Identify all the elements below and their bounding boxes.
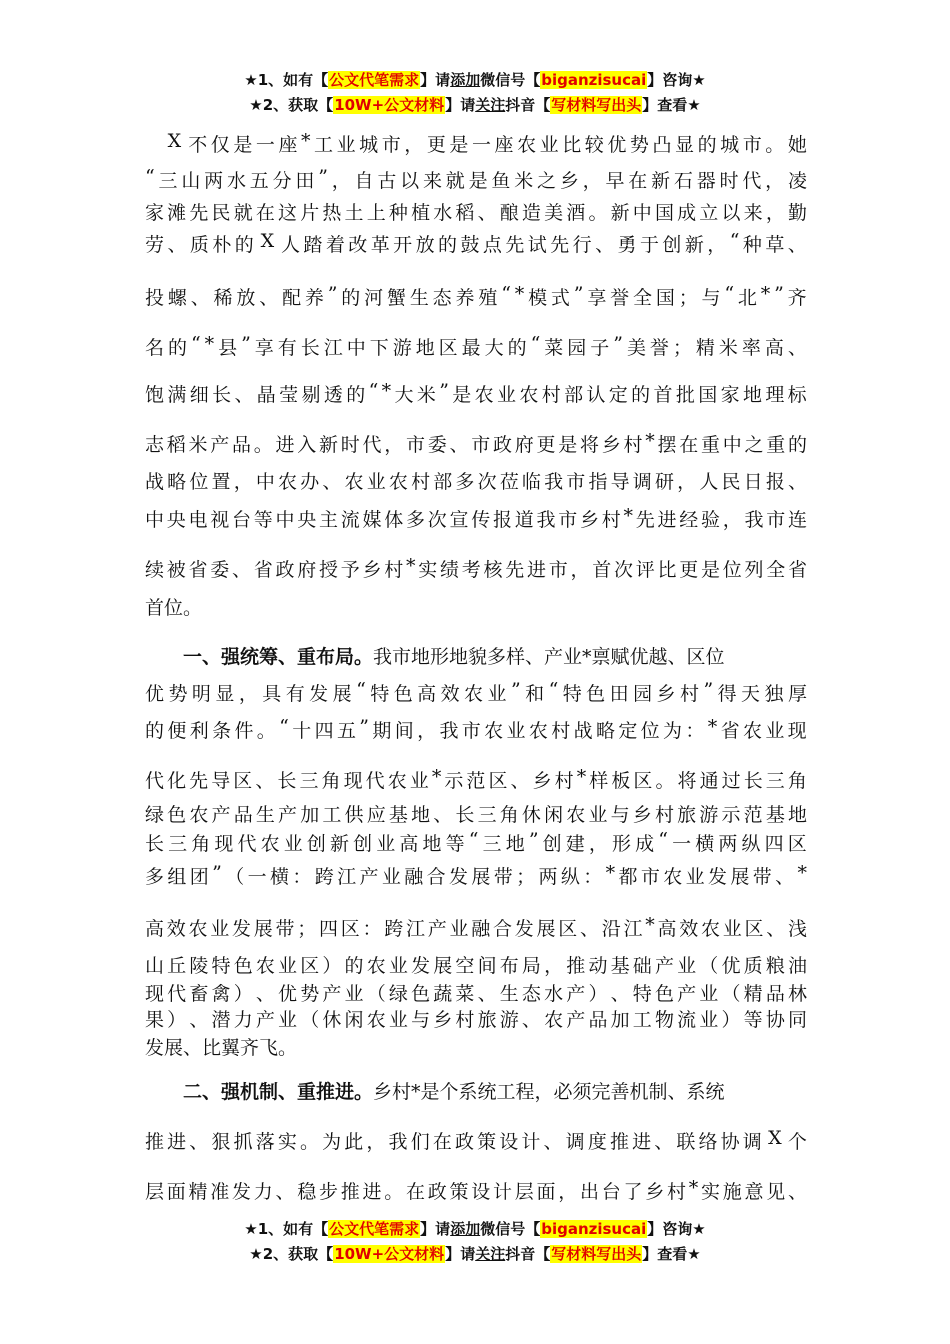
banner-text: 抖音【 [505,96,551,114]
text-line: 志 稻 米 产 品 。 进 入 新 时 代 ， 市 委 、 市 政 府 更 是 将 乡 村 * 摆 在 重 中 之 重 的 [145,430,807,456]
text-line: 发展、比翼齐飞。 [145,1037,298,1059]
header-banner [0,68,950,118]
banner-text: ★1、如有【 [244,1220,329,1238]
banner-underline: 添加 [450,1220,481,1238]
banner-text: ★2、获取【 [249,96,334,114]
text-line: 山 丘 陵 特 色 农 业 区 ） 的 农 业 发 展 空 间 布 局 ， 推 动 基 础 产 业 （ 优 质 粮 油 [145,955,807,977]
banner-text: 】咨询★ [647,71,706,89]
text-line: 战 略 位 置 ， 中 农 办 、 农 业 农 村 部 多 次 莅 临 我 市 指 导 调 研 ， 人 民 日 报 、 [145,471,807,493]
banner-highlight: 公文代笔需求 [329,71,420,89]
banner-highlight: 10W+公文材料 [334,96,445,114]
banner-line-2 [0,93,950,118]
banner-highlight: 写材料写出头 [551,96,642,114]
banner-text: 微信号【 [480,71,541,89]
section-heading-2: 二、强机制、重推进。 [145,1081,374,1103]
text-line: 多 组 团 ” （ 一 横 ： 跨 江 产 业 融 合 发 展 带 ； 两 纵 ： * 都 市 农 业 发 展 带 、 * [145,862,807,888]
text-line: 代 化 先 导 区 、 长 三 角 现 代 农 业 * 示 范 区 、 乡 村 * 样 板 区 。 将 通 过 长 三 角 [145,766,807,792]
text-line: 乡村*是个系统工程，必须完善机制、系统 [373,1081,725,1103]
banner-underline: 关注 [475,96,506,114]
banner-line-1 [0,68,950,93]
banner-highlight: 10W+公文材料 [334,1245,445,1263]
banner-text: 】查看★ [642,1245,701,1263]
banner-text: 】请 [420,71,451,89]
banner-text: 】咨询★ [647,1220,706,1238]
footer-banner [0,1217,950,1267]
text-line: 首位。 [145,597,203,619]
text-line: 推 进 、 狠 抓 落 实 。 为 此 ， 我 们 在 政 策 设 计 、 调 度 推 进 、 联 络 协 调 X 个 [145,1127,807,1153]
paragraph-heading-line [145,1077,807,1104]
text-line: 名 的 “ * 县 ” 享 有 长 江 中 下 游 地 区 最 大 的 “ 菜 园 子 ” 美 誉 ； 精 米 率 高 、 [145,333,807,359]
text-line: 投 螺 、 稀 放 、 配 养 ” 的 河 蟹 生 态 养 殖 “ * 模 式 ” 享 誉 全 国 ； 与 “ 北 * ” 齐 [145,283,807,309]
text-line: 绿 色 农 产 品 生 产 加 工 供 应 基 地 、 长 三 角 休 闲 农 业 与 乡 村 旅 游 示 范 基 地 [145,804,807,826]
banner-highlight: biganzisucai [541,71,647,89]
banner-text: 】请 [445,96,476,114]
text-line: 续 被 省 委 、 省 政 府 授 予 乡 村 * 实 绩 考 核 先 进 市 ， 首 次 评 比 更 是 位 列 全 省 [145,555,807,581]
text-line: 层 面 精 准 发 力 、 稳 步 推 进 。 在 政 策 设 计 层 面 ， 出 台 了 乡 村 * 实 施 意 见 、 [145,1177,807,1203]
banner-text: 】请 [420,1220,451,1238]
text-line: 饱 满 细 长 、 晶 莹 剔 透 的 “ * 大 米 ” 是 农 业 农 村 部 认 定 的 首 批 国 家 地 理 标 [145,380,807,406]
text-line: “ 三 山 两 水 五 分 田 ” ， 自 古 以 来 就 是 鱼 米 之 乡 ， 早 在 新 石 器 时 代 ， 凌 [145,166,807,192]
text-line: 高 效 农 业 发 展 带 ； 四 区 ： 跨 江 产 业 融 合 发 展 区 、 沿 江 * 高 效 农 业 区 、 浅 [145,914,807,940]
banner-highlight: 写材料写出头 [551,1245,642,1263]
banner-highlight: 公文代笔需求 [329,1220,420,1238]
banner-line-2 [0,1242,950,1267]
text-line: 优 势 明 显 ， 具 有 发 展 “ 特 色 高 效 农 业 ” 和 “ 特 色 田 园 乡 村 ” 得 天 独 厚 [145,679,807,705]
banner-highlight: biganzisucai [541,1220,647,1238]
section-heading-1: 一、强统筹、重布局。 [145,646,374,668]
text-line: 家 滩 先 民 就 在 这 片 热 土 上 种 植 水 稻 、 酿 造 美 酒 。 新 中 国 成 立 以 来 ， 勤 [145,202,807,224]
text-line: 中 央 电 视 台 等 中 央 主 流 媒 体 多 次 宣 传 报 道 我 市 乡 村 * 先 进 经 验 ， 我 市 连 [145,505,807,531]
text-line: 劳 、 质 朴 的 X 人 踏 着 改 革 开 放 的 鼓 点 先 试 先 行 、 勇 于 创 新 ， “ 种 草 、 [145,230,807,256]
text-line: 长 三 角 现 代 农 业 创 新 创 业 高 地 等 “ 三 地 ” 创 建 ， 形 成 “ 一 横 两 纵 四 区 [145,829,807,855]
banner-text: 】查看★ [642,96,701,114]
paragraph-heading-line [145,642,807,669]
banner-underline: 添加 [450,71,481,89]
banner-text: 抖音【 [505,1245,551,1263]
text-line: 果 ） 、 潜 力 产 业 （ 休 闲 农 业 与 乡 村 旅 游 、 农 产 品 加 工 物 流 业 ） 等 协 同 [145,1009,807,1031]
banner-text: ★2、获取【 [249,1245,334,1263]
text-line: 的 便 利 条 件 。 “ 十 四 五 ” 期 间 ， 我 市 农 业 农 村 战 略 定 位 为 ： * 省 农 业 现 [145,716,807,742]
banner-text: ★1、如有【 [244,71,329,89]
text-line: 现 代 畜 禽 ） 、 优 势 产 业 （ 绿 色 蔬 菜 、 生 态 水 产 ） 、 特 色 产 业 （ 精 品 林 [145,983,807,1005]
banner-line-1 [0,1217,950,1242]
text-line: 我市地形地貌多样、产业*禀赋优越、区位 [373,646,725,668]
text-line: X 不 仅 是 一 座 * 工 业 城 市 ， 更 是 一 座 农 业 比 较 优 势 凸 显 的 城 市 。 她 [167,130,807,156]
banner-text: 】请 [445,1245,476,1263]
banner-text: 微信号【 [480,1220,541,1238]
banner-underline: 关注 [475,1245,506,1263]
